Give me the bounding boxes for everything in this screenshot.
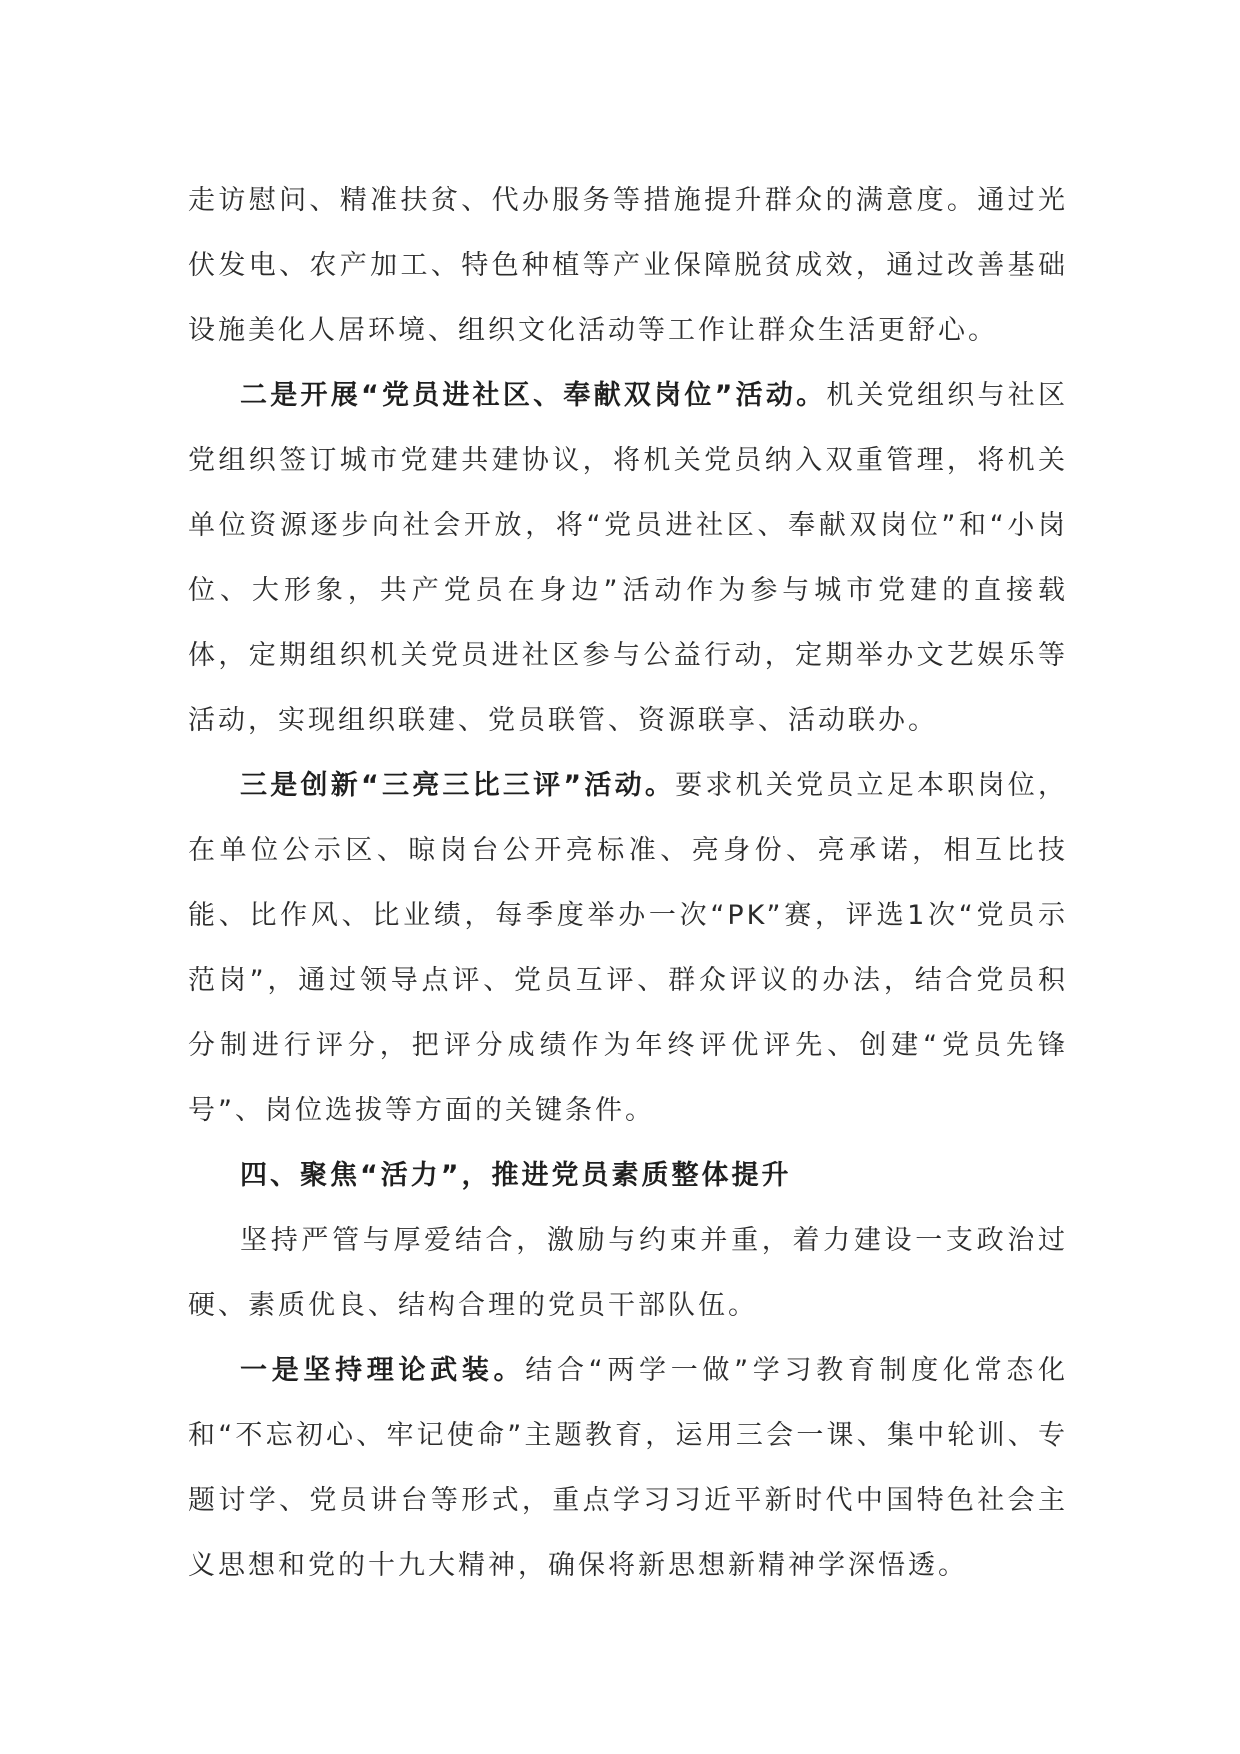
paragraph-theory-study — [188, 1338, 1068, 1598]
paragraph-body: 机关党组织与社区党组织签订城市党建共建协议，将机关党员纳入双重管理，将机关单位资源逐步向社会开放，将“党员进社区、奉献双岗位”和“小岗位、大形象，共产党员在身边”活动作为参与城市党建的直接载体，定期组织机关党员进社区参与公益行动，定期举办文艺娱乐等活动，实现组织联建、党员联管、资源联享、活动联办。 — [188, 380, 1068, 736]
paragraph-three-three-three — [188, 753, 1068, 1143]
paragraph-body: 要求机关党员立足本职岗位，在单位公示区、晾岗台公开亮标准、亮身份、亮承诺，相互比技能、比作风、比业绩，每季度举办一次“PK”赛，评选1次“党员示范岗”，通过领导点评、党员互评、群众评议的办法，结合党员积分制进行评分，把评分成绩作为年终评优评先、创建“党员先锋号”、岗位选拔等方面的关键条件。 — [188, 770, 1068, 1126]
section-intro: 坚持严管与厚爱结合，激励与约束并重，着力建设一支政治过硬、素质优良、结构合理的党员干部队伍。 — [188, 1225, 1068, 1321]
paragraph-body: 结合“两学一做”学习教育制度化常态化和“不忘初心、牢记使命”主题教育，运用三会一课、集中轮训、专题讨学、党员讲台等形式，重点学习习近平新时代中国特色社会主义思想和党的十九大精神，确保将新思想新精神学深悟透。 — [188, 1355, 1069, 1581]
section-heading: 四、聚焦“活力”，推进党员素质整体提升 — [240, 1160, 792, 1191]
paragraph-body: 走访慰问、精准扶贫、代办服务等措施提升群众的满意度。通过光伏发电、农产加工、特色种植等产业保障脱贫成效，通过改善基础设施美化人居环境、组织文化活动等工作让群众生活更舒心。 — [188, 185, 1068, 346]
paragraph-continuation — [188, 168, 1068, 363]
paragraph-lead: 一是坚持理论武装。 — [240, 1355, 526, 1386]
paragraph-lead: 三是创新“三亮三比三评”活动。 — [240, 770, 676, 801]
paragraph-party-members-community — [188, 363, 1068, 753]
document-body — [188, 168, 1068, 1598]
paragraph-lead: 二是开展“党员进社区、奉献双岗位”活动。 — [240, 380, 827, 411]
